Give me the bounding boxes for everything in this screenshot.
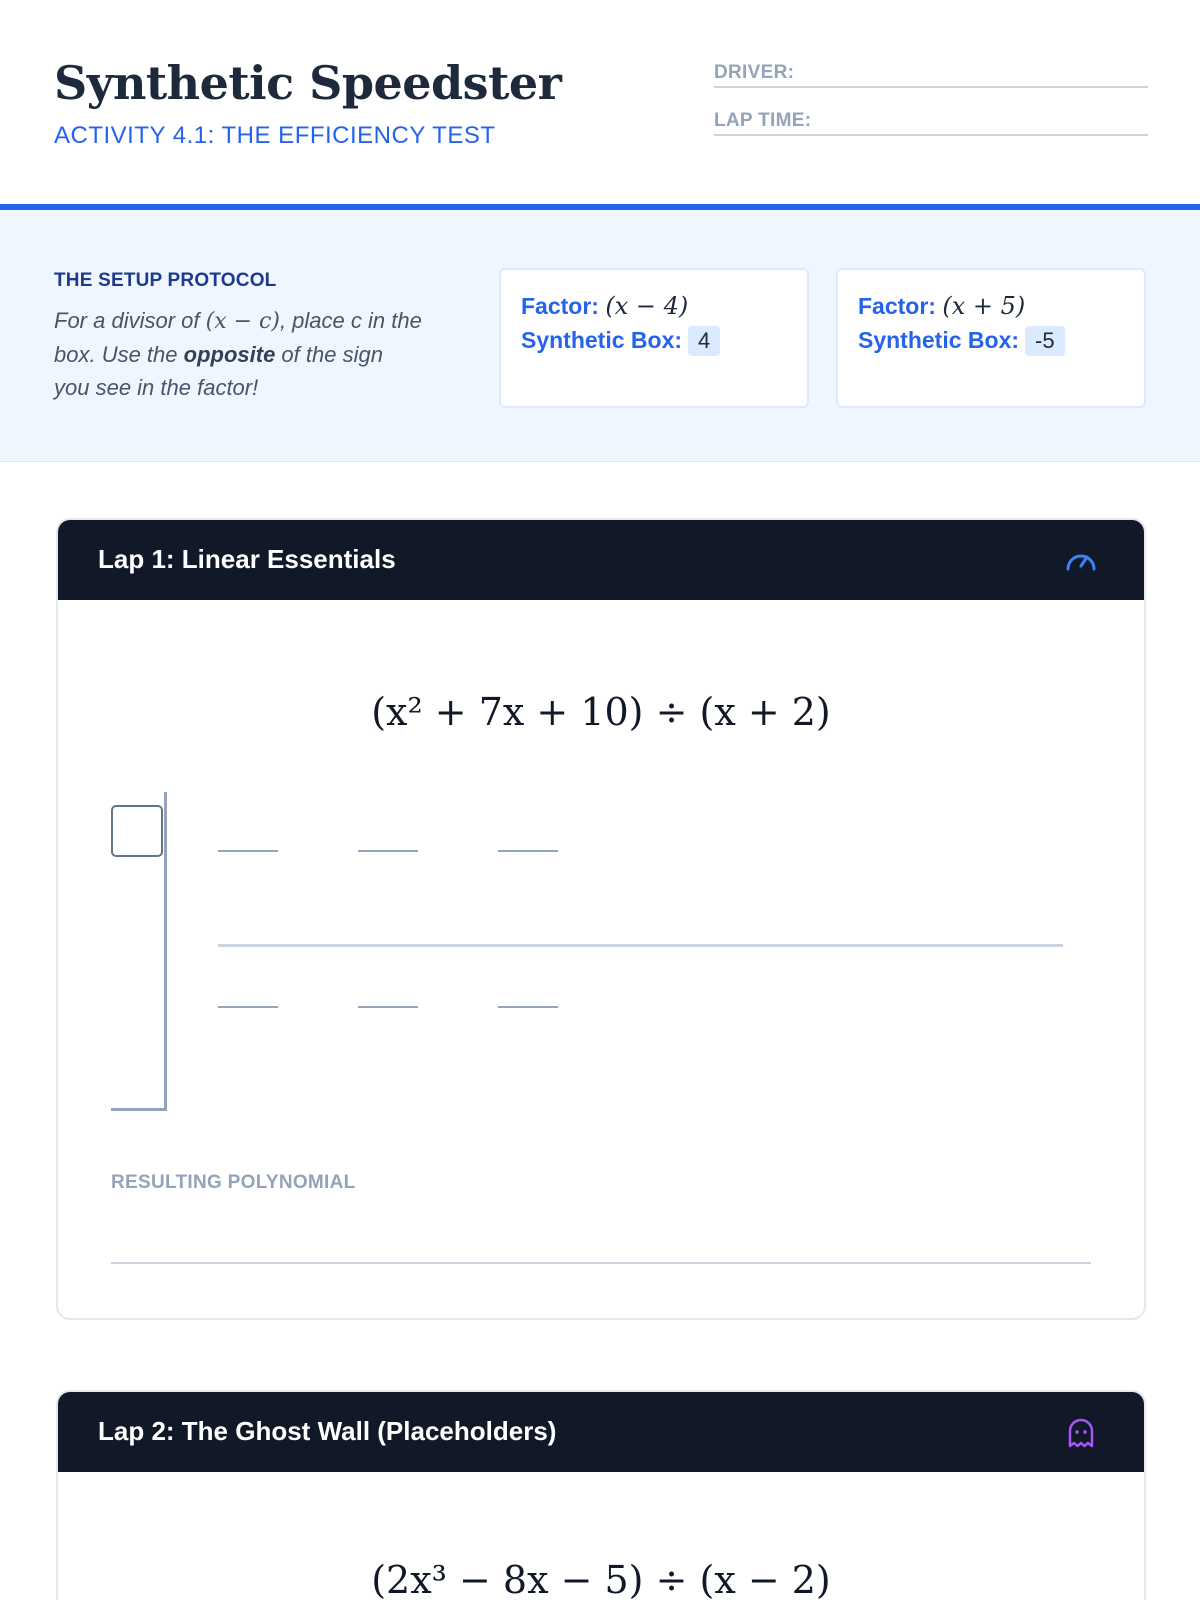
- resulting-polynomial-answer-line[interactable]: [111, 1262, 1091, 1264]
- speedometer-icon: [1064, 544, 1098, 578]
- synthetic-box-label: Synthetic Box:: [521, 327, 683, 353]
- lap-card: [56, 1390, 1146, 1600]
- factor-card: [836, 268, 1146, 408]
- result-coefficient-blank[interactable]: [358, 1006, 418, 1008]
- lap-card: [56, 518, 1146, 1320]
- coefficient-blank[interactable]: [218, 850, 278, 852]
- page-title: Synthetic Speedster: [54, 56, 562, 110]
- result-coefficient-blank[interactable]: [498, 1006, 558, 1008]
- lap-title: Lap 1: Linear Essentials: [98, 544, 396, 574]
- division-problem: (2x³ − 8x − 5) ÷ (x − 2): [371, 1558, 831, 1600]
- driver-label: DRIVER:: [714, 62, 795, 83]
- opposite-emphasis: opposite: [183, 342, 276, 367]
- synthetic-box-value: -5: [1025, 326, 1065, 356]
- factor-card: [499, 268, 809, 408]
- synthetic-box-value: 4: [688, 326, 720, 356]
- coefficient-blank[interactable]: [358, 850, 418, 852]
- factor-expression: (x + 5): [942, 292, 1026, 320]
- lap-time-field[interactable]: [714, 102, 1148, 136]
- lap-title: Lap 2: The Ghost Wall (Placeholders): [98, 1416, 557, 1446]
- synthetic-box-label: Synthetic Box:: [858, 327, 1020, 353]
- division-problem: (x² + 7x + 10) ÷ (x + 2): [371, 690, 831, 734]
- division-bracket-foot: [111, 1108, 167, 1111]
- factor-label: Factor:: [858, 293, 936, 319]
- setup-instructions: For a divisor of (x − c), place c in the box. Use the opposite of the sign you see in the factor!: [54, 308, 422, 400]
- lap-time-label: LAP TIME:: [714, 110, 812, 131]
- lap-header: [58, 520, 1144, 600]
- activity-subtitle: ACTIVITY 4.1: THE EFFICIENCY TEST: [54, 122, 496, 149]
- worksheet-header: [0, 0, 1200, 210]
- coefficient-blank[interactable]: [498, 850, 558, 852]
- factor-label: Factor:: [521, 293, 599, 319]
- lap-header: [58, 1392, 1144, 1472]
- ghost-icon: [1064, 1416, 1098, 1450]
- setup-protocol-section: [0, 210, 1200, 462]
- division-bracket: [164, 792, 167, 1110]
- sum-line: [218, 944, 1063, 947]
- resulting-polynomial-label: RESULTING POLYNOMIAL: [111, 1172, 356, 1193]
- synthetic-divisor-box[interactable]: [111, 805, 163, 857]
- result-coefficient-blank[interactable]: [218, 1006, 278, 1008]
- factor-expression: (x − 4): [605, 292, 689, 320]
- setup-heading: THE SETUP PROTOCOL: [54, 270, 277, 291]
- driver-field[interactable]: [714, 54, 1148, 88]
- divisor-expression: (x − c): [205, 309, 280, 334]
